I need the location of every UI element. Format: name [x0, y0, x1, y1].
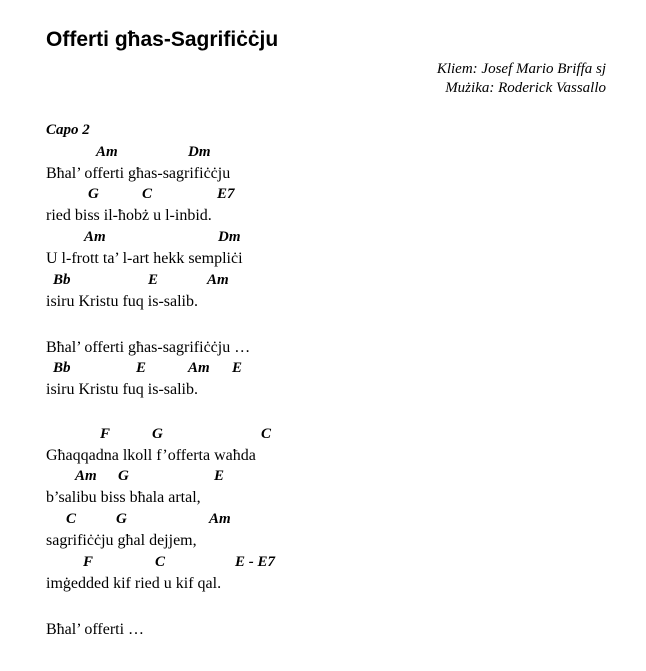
chord: E [232, 360, 243, 376]
lyric-line: isiru Kristu fuq is-salib. [46, 381, 198, 398]
lyric-line: imġedded kif ried u kif qal. [46, 575, 222, 592]
chord: G [88, 186, 99, 202]
chord: C [142, 186, 153, 202]
chord: Am [84, 229, 106, 245]
chord: E - E7 [235, 554, 276, 570]
chord: Bb [53, 272, 71, 288]
music-credit: Mużika: Roderick Vassallo [445, 80, 606, 96]
lyric-line: Għaqqadna lkoll f’offerta waħda [46, 447, 256, 464]
chord: C [155, 554, 166, 570]
credits [437, 60, 606, 98]
chord: Dm [218, 229, 241, 245]
chord: F [83, 554, 94, 570]
chord: E [148, 272, 159, 288]
lyric-line: Bħal’ offerti għas-sagrifiċċju … [46, 339, 251, 356]
chord: F [100, 426, 111, 442]
chord: G [152, 426, 163, 442]
capo-label: Capo 2 [46, 122, 90, 138]
chord: Am [207, 272, 229, 288]
chord: C [261, 426, 272, 442]
lyric-line: U l-frott ta’ l-art hekk sempliċi [46, 250, 243, 267]
lyric-line: Bħal’ offerti għas-sagrifiċċju [46, 165, 231, 182]
chord: Dm [188, 144, 211, 160]
chord: E [136, 360, 147, 376]
chord: Am [188, 360, 210, 376]
lyric-line: ried biss il-ħobż u l-inbid. [46, 207, 212, 224]
chord: G [118, 468, 129, 484]
chord: C [66, 511, 77, 527]
chord: Bb [53, 360, 71, 376]
lyric-line: isiru Kristu fuq is-salib. [46, 293, 198, 310]
chord: Am [75, 468, 97, 484]
song-title: Offerti għas-Sagrifiċċju [46, 28, 279, 51]
chord: Am [209, 511, 231, 527]
chord: E7 [217, 186, 235, 202]
lyric-line: b’salibu biss bħala artal, [46, 489, 201, 506]
lyric-line: Bħal’ offerti … [46, 621, 145, 638]
lyric-line: sagrifiċċju għal dejjem, [46, 532, 197, 549]
lyrics-credit: Kliem: Josef Mario Briffa sj [436, 61, 606, 77]
chord: Am [96, 144, 118, 160]
chord: E [214, 468, 225, 484]
chord: G [116, 511, 127, 527]
